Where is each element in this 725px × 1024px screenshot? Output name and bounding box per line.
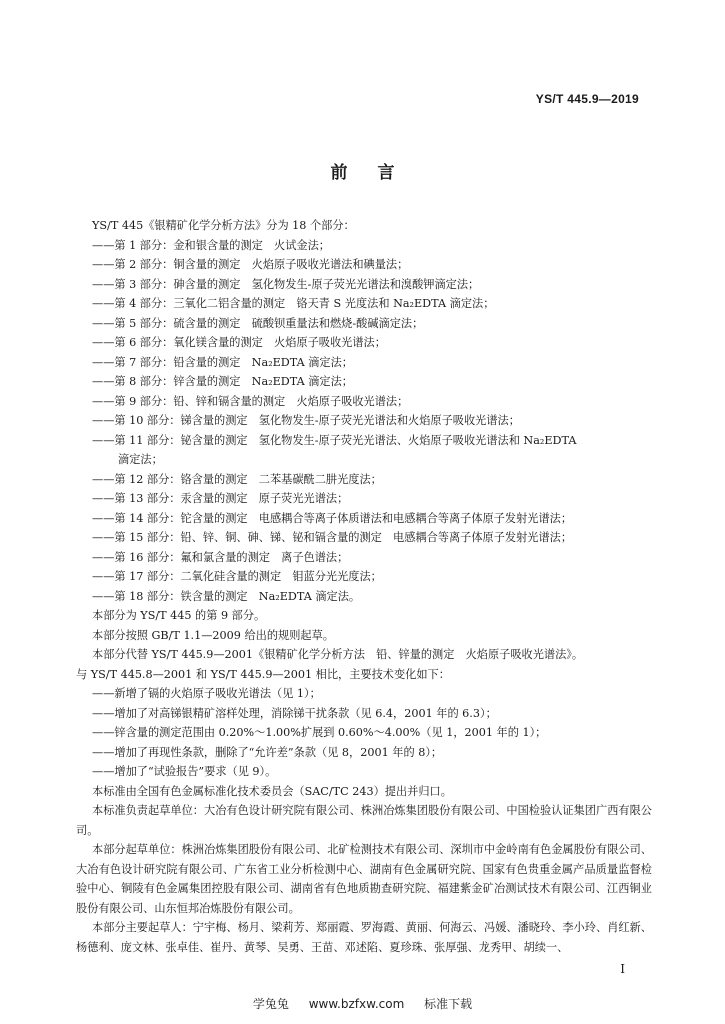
text-line: ——第 3 部分：砷含量的测定 氢化物发生-原子荧光光谱法和溴酸钾滴定法； (92, 277, 480, 291)
text-line: ——增加了对高锑银精矿溶样处理，消除锑干扰条款（见 6.4，2001 年的 6.3）； (92, 706, 497, 720)
foreword-body (76, 216, 652, 957)
text-line: 本部分代替 YS/T 445.9—2001《银精矿化学分析方法 铅、锌量的测定 火焰原子吸收光谱法》。 (92, 648, 584, 661)
text-line: 与 YS/T 445.8—2001 和 YS/T 445.9—2001 相比，主要技术变化如下： (76, 667, 450, 681)
text-line: ——增加了再现性条款，删除了“允许差”条款（见 8，2001 年的 8）； (92, 745, 443, 759)
paragraph-participating-units: 本部分起草单位：株洲冶炼集团股份有限公司、北矿检测技术有限公司、深圳市中金岭南有色金属股份有限公司、大冶有色设计研究院有限公司、广东省工业分析检测中心、湖南有色金属研究院、国家有色贵重金属产品质量监督检验中心、铜陵有色金属集团控股有限公司、湖南省有色地质勘查研究院、福建紫金矿冶测试技术有限公司、江西铜业股份有限公司、山东恒邦冶炼股份有限公司。 (76, 843, 652, 915)
footer-label: 标准下载 (424, 997, 473, 1011)
footer-site-name: 学兔兔 (252, 997, 289, 1011)
page-number: I (620, 962, 625, 976)
text-line: ——第 15 部分：铅、锌、铜、砷、锑、铋和镉含量的测定 电感耦合等离子体原子发射光谱法； (92, 531, 573, 544)
text-line: ——第 6 部分：氧化镁含量的测定 火焰原子吸收光谱法； (92, 336, 386, 349)
text-line: ——第 16 部分：氟和氯含量的测定 离子色谱法； (92, 550, 349, 564)
paragraph-drafters: 本部分主要起草人：宁宇梅、杨月、梁莉芳、郑丽霞、罗海霞、黄丽、何海云、冯媛、潘晓玲、李小玲、肖红新、杨德利、庞文林、张卓佳、崔丹、黄琴、吴勇、王苗、邓述陷、夏珍珠、张厚强、龙秀甲、胡续一、 (76, 921, 652, 954)
text-line: ——第 13 部分：汞含量的测定 原子荧光光谱法； (92, 492, 349, 505)
text-line: ——增加了“试验报告”要求（见 9）。 (92, 765, 277, 778)
text-line: 滴定法； (118, 453, 163, 466)
text-line: 本部分按照 GB/T 1.1—2009 给出的规则起草。 (92, 628, 334, 642)
text-line: 本部分为 YS/T 445 的第 9 部分。 (92, 609, 266, 622)
text-line: ——锌含量的测定范围由 0.20%～1.00%扩展到 0.60%～4.00%（见 1，2001 年的 1）； (92, 726, 547, 739)
text-line: ——第 10 部分：锑含量的测定 氢化物发生-原子荧光光谱法和火焰原子吸收光谱法； (92, 414, 520, 427)
page-title: 前言 (330, 163, 425, 183)
text-line: ——第 9 部分：铅、锌和镉含量的测定 火焰原子吸收光谱法； (92, 394, 409, 408)
footer-url[interactable]: www.bzfxw.com (308, 997, 405, 1011)
text-line: YS/T 445《银精矿化学分析方法》分为 18 个部分： (92, 219, 355, 232)
text-line: ——第 11 部分：铋含量的测定 氢化物发生-原子荧光光谱法、火焰原子吸收光谱法和 Na₂EDTA (92, 433, 577, 447)
standard-code: YS/T 445.9—2019 (535, 92, 639, 106)
text-line: ——第 5 部分：硫含量的测定 硫酸钡重量法和燃烧-酸碱滴定法； (92, 316, 424, 330)
text-line: ——第 4 部分：三氧化二铝含量的测定 铬天青 S 光度法和 Na₂EDTA 滴定法； (92, 297, 495, 310)
text-line: ——第 8 部分：锌含量的测定 Na₂EDTA 滴定法； (92, 375, 353, 388)
text-line: ——第 1 部分：金和银含量的测定 火试金法； (92, 238, 330, 252)
text-line: ——第 12 部分：铬含量的测定 二苯基碳酰二肼光度法； (92, 472, 382, 486)
text-line: ——第 17 部分：二氧化硅含量的测定 钼蓝分光光度法； (92, 570, 382, 583)
text-line: 本标准由全国有色金属标准化技术委员会（SAC/TC 243）提出并归口。 (92, 784, 452, 798)
text-line: ——第 18 部分：铁含量的测定 Na₂EDTA 滴定法。 (92, 589, 361, 603)
text-line: ——新增了镉的火焰原子吸收光谱法（见 1）； (92, 687, 321, 700)
text-line: ——第 2 部分：铜含量的测定 火焰原子吸收光谱法和碘量法； (92, 258, 409, 271)
paragraph-drafting-unit: 本标准负责起草单位：大冶有色设计研究院有限公司、株洲冶炼集团股份有限公司、中国检验认证集团广西有限公司。 (76, 804, 652, 837)
text-line: ——第 7 部分：铅含量的测定 Na₂EDTA 滴定法； (92, 355, 353, 369)
text-line: ——第 14 部分：铊含量的测定 电感耦合等离子体质谱法和电感耦合等离子体原子发射光谱法； (92, 511, 573, 525)
footer-watermark (0, 995, 725, 1012)
